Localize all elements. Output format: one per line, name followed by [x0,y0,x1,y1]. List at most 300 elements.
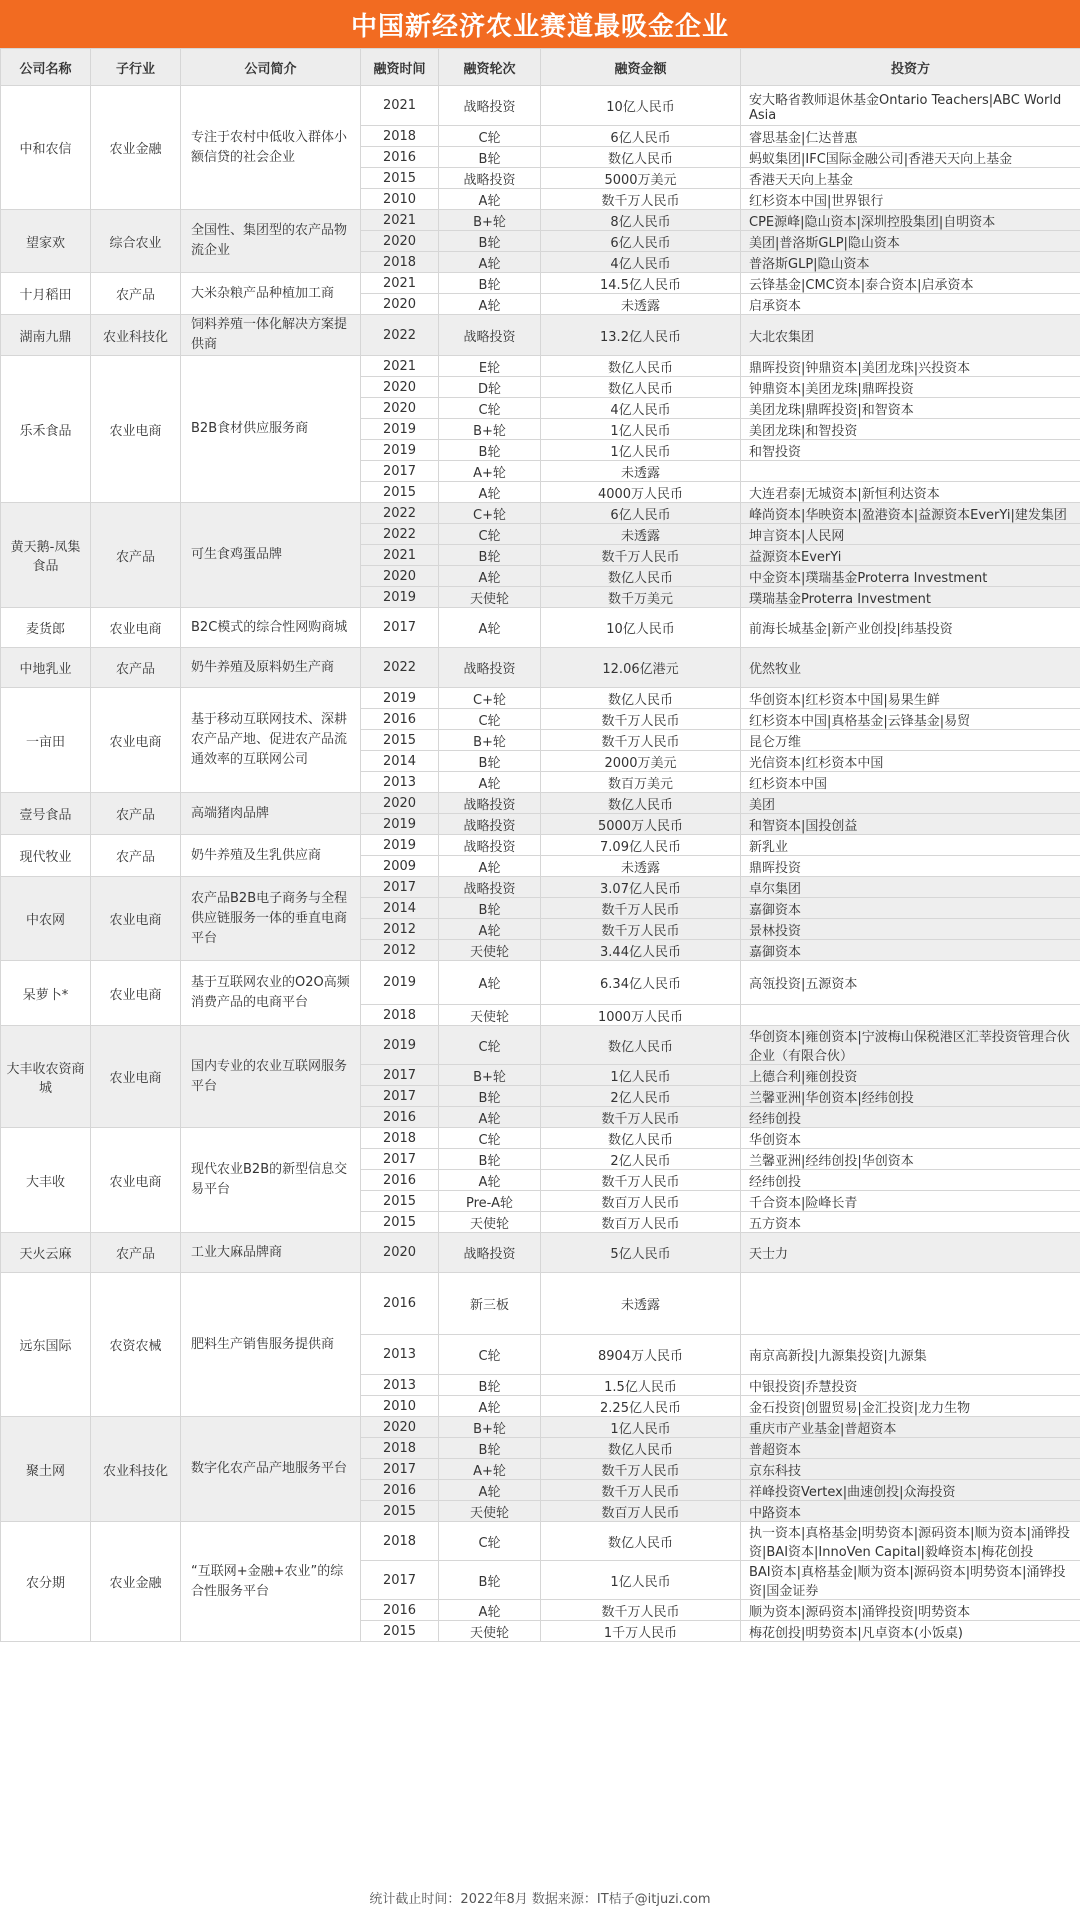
funding-year: 2021 [361,545,439,566]
funding-amount: 2000万美元 [541,751,741,772]
investors: 红杉资本中国|真格基金|云锋基金|易贸 [741,709,1080,730]
funding-year: 2020 [361,1417,439,1438]
funding-round: A轮 [439,608,541,648]
funding-round: B轮 [439,1561,541,1600]
company-desc: 大米杂粮产品种植加工商 [181,273,361,315]
funding-amount: 数百万人民币 [541,1501,741,1522]
funding-amount: 数千万人民币 [541,1480,741,1501]
funding-amount: 3.07亿人民币 [541,877,741,898]
funding-amount: 1亿人民币 [541,440,741,461]
investors: 上德合利|雍创投资 [741,1065,1080,1086]
funding-year: 2020 [361,231,439,252]
funding-round: A轮 [439,1396,541,1417]
table-row [1,648,1080,688]
investors: 千合资本|险峰长青 [741,1191,1080,1212]
company-name: 乐禾食品 [1,356,91,503]
company-name: 中和农信 [1,86,91,210]
company-name: 湖南九鼎 [1,315,91,356]
funding-round: 天使轮 [439,587,541,608]
funding-year: 2012 [361,940,439,961]
funding-round: A+轮 [439,461,541,482]
investors: 景林投资 [741,919,1080,940]
funding-year: 2010 [361,189,439,210]
investors: 兰馨亚洲|经纬创投|华创资本 [741,1149,1080,1170]
investors: 经纬创投 [741,1170,1080,1191]
investors: 和智资本|国投创益 [741,814,1080,835]
funding-amount: 数千万人民币 [541,1170,741,1191]
funding-year: 2021 [361,86,439,126]
funding-amount: 数千万人民币 [541,919,741,940]
funding-amount: 数千万人民币 [541,1107,741,1128]
funding-year: 2015 [361,1501,439,1522]
funding-round: 天使轮 [439,1501,541,1522]
funding-year: 2021 [361,210,439,231]
investors: 嘉御资本 [741,898,1080,919]
funding-round: B轮 [439,898,541,919]
investors: 新乳业 [741,835,1080,856]
company-name: 大丰收农资商城 [1,1026,91,1128]
funding-year: 2012 [361,919,439,940]
investors: 美团龙珠|鼎晖投资|和智资本 [741,398,1080,419]
investors: 中路资本 [741,1501,1080,1522]
funding-table [0,48,1080,1642]
funding-round: C轮 [439,126,541,147]
funding-round: A轮 [439,1480,541,1501]
funding-amount: 数亿人民币 [541,377,741,398]
funding-amount: 3.44亿人民币 [541,940,741,961]
company-desc: B2B食材供应服务商 [181,356,361,503]
funding-year: 2017 [361,877,439,898]
funding-round: 战略投资 [439,793,541,814]
funding-round: 战略投资 [439,168,541,189]
company-name: 呆萝卜* [1,961,91,1026]
company-name: 现代牧业 [1,835,91,877]
funding-round: B+轮 [439,210,541,231]
funding-year: 2009 [361,856,439,877]
table-row [1,1273,1080,1335]
investors: 五方资本 [741,1212,1080,1233]
funding-amount: 数千万人民币 [541,898,741,919]
company-desc: 农产品B2B电子商务与全程供应链服务一体的垂直电商平台 [181,877,361,961]
investors: 华创资本|红杉资本中国|易果生鲜 [741,688,1080,709]
investors: 钟鼎资本|美团龙珠|鼎晖投资 [741,377,1080,398]
investors: 安大略省教师退休基金Ontario Teachers|ABC World Asia [741,86,1080,126]
table-row [1,793,1080,814]
funding-amount: 未透露 [541,294,741,315]
company-desc: 专注于农村中低收入群体小额信贷的社会企业 [181,86,361,210]
company-name: 聚土网 [1,1417,91,1522]
investors: 经纬创投 [741,1107,1080,1128]
table-row [1,1026,1080,1065]
funding-year: 2019 [361,961,439,1005]
sub-industry: 农产品 [91,648,181,688]
funding-year: 2021 [361,356,439,377]
investors: CPE源峰|隐山资本|深圳控股集团|自明资本 [741,210,1080,231]
funding-round: B轮 [439,1149,541,1170]
funding-year: 2018 [361,1522,439,1561]
funding-year: 2016 [361,1273,439,1335]
funding-amount: 数亿人民币 [541,1522,741,1561]
funding-year: 2022 [361,315,439,356]
company-name: 十月稻田 [1,273,91,315]
funding-amount: 数百万人民币 [541,1212,741,1233]
column-header: 公司名称 [1,49,91,86]
investors: 华创资本 [741,1128,1080,1149]
funding-amount: 未透露 [541,524,741,545]
funding-round: B轮 [439,273,541,294]
funding-amount: 1千万人民币 [541,1621,741,1642]
funding-round: C轮 [439,709,541,730]
funding-amount: 数千万人民币 [541,1600,741,1621]
funding-round: 战略投资 [439,835,541,856]
funding-year: 2018 [361,1128,439,1149]
funding-amount: 数亿人民币 [541,1026,741,1065]
funding-amount: 1亿人民币 [541,419,741,440]
investors: 梅花创投|明势资本|凡卓资本(小饭桌) [741,1621,1080,1642]
funding-year: 2016 [361,147,439,168]
column-header: 融资时间 [361,49,439,86]
company-name: 麦货郎 [1,608,91,648]
investors: 京东科技 [741,1459,1080,1480]
company-desc: 国内专业的农业互联网服务平台 [181,1026,361,1128]
funding-year: 2015 [361,482,439,503]
funding-amount: 数亿人民币 [541,1128,741,1149]
company-name: 壹号食品 [1,793,91,835]
funding-round: B+轮 [439,1417,541,1438]
column-header: 融资金额 [541,49,741,86]
funding-round: A轮 [439,252,541,273]
company-desc: 可生食鸡蛋品牌 [181,503,361,608]
funding-round: 战略投资 [439,315,541,356]
sub-industry: 农业电商 [91,1128,181,1233]
investors: 顺为资本|源码资本|涌铧投资|明势资本 [741,1600,1080,1621]
investors: 祥峰投资Vertex|曲速创投|众海投资 [741,1480,1080,1501]
company-desc: 全国性、集团型的农产品物流企业 [181,210,361,273]
funding-year: 2015 [361,1621,439,1642]
funding-round: C轮 [439,524,541,545]
funding-round: C轮 [439,1026,541,1065]
funding-year: 2013 [361,1335,439,1375]
funding-round: A轮 [439,294,541,315]
funding-year: 2018 [361,252,439,273]
funding-round: 天使轮 [439,940,541,961]
funding-amount: 6亿人民币 [541,231,741,252]
funding-amount: 数千万人民币 [541,545,741,566]
funding-round: B轮 [439,147,541,168]
funding-round: C轮 [439,1128,541,1149]
funding-year: 2021 [361,273,439,294]
funding-round: B+轮 [439,1065,541,1086]
funding-amount: 数亿人民币 [541,793,741,814]
funding-amount: 4000万人民币 [541,482,741,503]
funding-year: 2019 [361,587,439,608]
investors: 昆仑万维 [741,730,1080,751]
investors: 高瓴投资|五源资本 [741,961,1080,1005]
company-desc: B2C模式的综合性网购商城 [181,608,361,648]
funding-year: 2020 [361,793,439,814]
investors [741,1005,1080,1026]
funding-year: 2015 [361,168,439,189]
funding-amount: 5000万美元 [541,168,741,189]
table-body [1,86,1080,1642]
funding-year: 2020 [361,566,439,587]
funding-year: 2016 [361,709,439,730]
funding-round: D轮 [439,377,541,398]
funding-round: B轮 [439,231,541,252]
funding-amount: 1000万人民币 [541,1005,741,1026]
funding-amount: 6亿人民币 [541,503,741,524]
company-desc: “互联网+金融+农业”的综合性服务平台 [181,1522,361,1642]
funding-year: 2018 [361,1438,439,1459]
company-desc: 基于互联网农业的O2O高频消费产品的电商平台 [181,961,361,1026]
funding-year: 2015 [361,1212,439,1233]
funding-amount: 数亿人民币 [541,688,741,709]
table-row [1,961,1080,1005]
sub-industry: 农产品 [91,793,181,835]
funding-round: B轮 [439,1375,541,1396]
table-row [1,877,1080,898]
company-name: 黄天鹅-凤集食品 [1,503,91,608]
funding-year: 2019 [361,419,439,440]
funding-year: 2020 [361,294,439,315]
funding-amount: 未透露 [541,1273,741,1335]
funding-year: 2017 [361,1065,439,1086]
funding-round: 战略投资 [439,814,541,835]
funding-round: 战略投资 [439,877,541,898]
company-desc: 高端猪肉品牌 [181,793,361,835]
funding-year: 2020 [361,377,439,398]
funding-year: 2016 [361,1480,439,1501]
sub-industry: 农业电商 [91,1026,181,1128]
table-row [1,86,1080,126]
funding-year: 2017 [361,1459,439,1480]
company-name: 大丰收 [1,1128,91,1233]
table-row [1,273,1080,294]
table-row [1,608,1080,648]
funding-amount: 1.5亿人民币 [541,1375,741,1396]
funding-round: A轮 [439,1107,541,1128]
funding-amount: 2亿人民币 [541,1149,741,1170]
funding-round: Pre-A轮 [439,1191,541,1212]
investors: 执一资本|真格基金|明势资本|源码资本|顺为资本|涌铧投资|BAI资本|InnoVen Capital|毅峰资本|梅花创投 [741,1522,1080,1561]
funding-year: 2015 [361,1191,439,1212]
investors: 璞瑞基金Proterra Investment [741,587,1080,608]
funding-amount: 数千万人民币 [541,709,741,730]
investors: 大北农集团 [741,315,1080,356]
funding-year: 2014 [361,751,439,772]
funding-year: 2018 [361,1005,439,1026]
funding-round: A轮 [439,772,541,793]
funding-amount: 数千万人民币 [541,730,741,751]
funding-year: 2013 [361,1375,439,1396]
funding-amount: 数千万人民币 [541,1459,741,1480]
funding-round: A轮 [439,1170,541,1191]
sub-industry: 农业电商 [91,961,181,1026]
funding-round: 战略投资 [439,1233,541,1273]
funding-year: 2015 [361,730,439,751]
funding-round: B+轮 [439,730,541,751]
funding-round: A轮 [439,189,541,210]
company-desc: 基于移动互联网技术、深耕农产品产地、促进农产品流通效率的互联网公司 [181,688,361,793]
funding-amount: 数百万美元 [541,772,741,793]
investors: 美团 [741,793,1080,814]
funding-year: 2016 [361,1600,439,1621]
investors: 嘉御资本 [741,940,1080,961]
funding-round: A轮 [439,961,541,1005]
funding-amount: 6亿人民币 [541,126,741,147]
investors: 红杉资本中国 [741,772,1080,793]
investors: 普超资本 [741,1438,1080,1459]
funding-year: 2017 [361,461,439,482]
funding-amount: 4亿人民币 [541,252,741,273]
funding-amount: 数亿人民币 [541,1438,741,1459]
funding-round: A轮 [439,1600,541,1621]
funding-round: A轮 [439,482,541,503]
funding-year: 2022 [361,648,439,688]
company-desc: 数字化农产品产地服务平台 [181,1417,361,1522]
funding-round: 战略投资 [439,648,541,688]
funding-round: 天使轮 [439,1212,541,1233]
column-header: 子行业 [91,49,181,86]
funding-year: 2019 [361,814,439,835]
funding-amount: 数百万人民币 [541,1191,741,1212]
funding-year: 2019 [361,835,439,856]
funding-round: C轮 [439,1522,541,1561]
investors: 前海长城基金|新产业创投|纬基投资 [741,608,1080,648]
sub-industry: 农业电商 [91,877,181,961]
footer-source: 统计截止时间：2022年8月 数据来源：IT桔子@itjuzi.com [369,1891,711,1907]
company-desc: 肥料生产销售服务提供商 [181,1273,361,1417]
funding-year: 2019 [361,688,439,709]
investors: 香港天天向上基金 [741,168,1080,189]
funding-amount: 数亿人民币 [541,566,741,587]
sub-industry: 农业金融 [91,1522,181,1642]
company-name: 一亩田 [1,688,91,793]
funding-amount: 10亿人民币 [541,86,741,126]
investors: 卓尔集团 [741,877,1080,898]
funding-round: B轮 [439,1438,541,1459]
company-name: 天火云麻 [1,1233,91,1273]
company-name: 望家欢 [1,210,91,273]
funding-year: 2019 [361,440,439,461]
funding-round: C+轮 [439,688,541,709]
sub-industry: 农业金融 [91,86,181,210]
investors: 美团龙珠|和智投资 [741,419,1080,440]
funding-round: E轮 [439,356,541,377]
funding-year: 2017 [361,1561,439,1600]
funding-amount: 10亿人民币 [541,608,741,648]
funding-year: 2010 [361,1396,439,1417]
funding-round: A+轮 [439,1459,541,1480]
table-row [1,503,1080,524]
sub-industry: 农业电商 [91,688,181,793]
funding-amount: 6.34亿人民币 [541,961,741,1005]
funding-year: 2016 [361,1170,439,1191]
investors: 金石投资|创盟贸易|金汇投资|龙力生物 [741,1396,1080,1417]
table-row [1,356,1080,377]
company-desc: 奶牛养殖及原料奶生产商 [181,648,361,688]
table-row [1,835,1080,856]
funding-round: 新三板 [439,1273,541,1335]
funding-year: 2020 [361,1233,439,1273]
sub-industry: 农业科技化 [91,315,181,356]
sub-industry: 农产品 [91,1233,181,1273]
funding-amount: 2.25亿人民币 [541,1396,741,1417]
sub-industry: 农产品 [91,503,181,608]
investors: 和智投资 [741,440,1080,461]
sub-industry: 农产品 [91,273,181,315]
company-name: 远东国际 [1,1273,91,1417]
funding-round: C轮 [439,1335,541,1375]
company-name: 中地乳业 [1,648,91,688]
investors: 普洛斯GLP|隐山资本 [741,252,1080,273]
funding-year: 2020 [361,398,439,419]
funding-amount: 12.06亿港元 [541,648,741,688]
funding-amount: 数亿人民币 [541,356,741,377]
funding-amount: 4亿人民币 [541,398,741,419]
funding-round: 战略投资 [439,86,541,126]
funding-year: 2013 [361,772,439,793]
funding-year: 2019 [361,1026,439,1065]
investors: 优然牧业 [741,648,1080,688]
investors: 重庆市产业基金|普超资本 [741,1417,1080,1438]
table-row [1,1128,1080,1149]
investors [741,461,1080,482]
funding-round: B+轮 [439,419,541,440]
funding-year: 2017 [361,1149,439,1170]
investors: 大连君泰|无城资本|新恒利达资本 [741,482,1080,503]
funding-amount: 14.5亿人民币 [541,273,741,294]
funding-amount: 13.2亿人民币 [541,315,741,356]
investors: 蚂蚁集团|IFC国际金融公司|香港天天向上基金 [741,147,1080,168]
investors: 启承资本 [741,294,1080,315]
funding-year: 2014 [361,898,439,919]
investors: 光信资本|红杉资本中国 [741,751,1080,772]
sub-industry: 农业电商 [91,608,181,648]
funding-round: C+轮 [439,503,541,524]
funding-amount: 数千万人民币 [541,189,741,210]
funding-amount: 未透露 [541,856,741,877]
sub-industry: 农业电商 [91,356,181,503]
funding-amount: 数亿人民币 [541,147,741,168]
column-header: 投资方 [741,49,1080,86]
table-row [1,1233,1080,1273]
investors: 华创资本|雍创资本|宁波梅山保税港区汇莘投资管理合伙企业（有限合伙） [741,1026,1080,1065]
funding-round: A轮 [439,856,541,877]
company-desc: 饲料养殖一体化解决方案提供商 [181,315,361,356]
funding-amount: 1亿人民币 [541,1065,741,1086]
column-header: 公司简介 [181,49,361,86]
table-row [1,315,1080,356]
sub-industry: 农业科技化 [91,1417,181,1522]
funding-year: 2017 [361,1086,439,1107]
company-desc: 奶牛养殖及生乳供应商 [181,835,361,877]
investors: 鼎晖投资 [741,856,1080,877]
sub-industry: 农资农械 [91,1273,181,1417]
investors: 益源资本EverYi [741,545,1080,566]
table-row [1,210,1080,231]
company-desc: 现代农业B2B的新型信息交易平台 [181,1128,361,1233]
funding-amount: 数千万美元 [541,587,741,608]
funding-amount: 8亿人民币 [541,210,741,231]
funding-amount: 1亿人民币 [541,1561,741,1600]
funding-round: A轮 [439,919,541,940]
sub-industry: 综合农业 [91,210,181,273]
table-row [1,1417,1080,1438]
funding-amount: 1亿人民币 [541,1417,741,1438]
investors: 睿思基金|仁达普惠 [741,126,1080,147]
investors: 云锋基金|CMC资本|泰合资本|启承资本 [741,273,1080,294]
